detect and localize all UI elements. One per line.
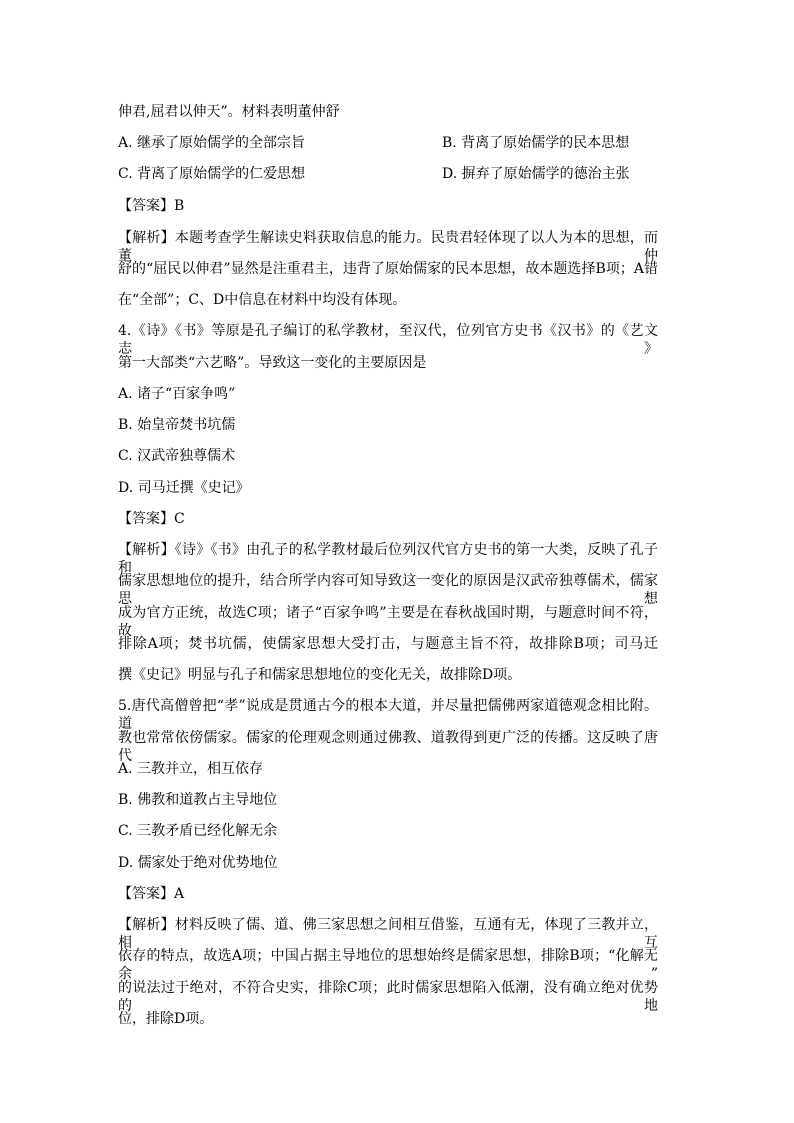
q3-analysis-line: 舒的“屈民以伸君”显然是注重君主，违背了原始儒家的民本思想，故本题选择B项；A错 — [118, 261, 658, 277]
q4-analysis-line: 成为官方正统，故选C项；诸子“百家争鸣”主要是在春秋战国时期，与题意时间不符，故 — [118, 605, 658, 639]
q4-stem-line: 4.《诗》《书》等原是孔子编订的私学教材，至汉代，位列官方史书《汉书》的《艺文志》 — [118, 323, 658, 357]
q5-stem-line: 5.唐代高僧曾把“孝”说成是贯通古今的根本大道，并尽量把儒佛两家道德观念相比附。道 — [118, 698, 658, 732]
q3-analysis-line: 【解析】本题考查学生解读史料获取信息的能力。民贵君轻体现了以人为本的思想，而董仲 — [118, 230, 658, 264]
q5-analysis-line: 【解析】材料反映了儒、道、佛三家思想之间相互借鉴，互通有无，体现了三教并立，相互 — [118, 917, 658, 951]
q5-option-b: B. 佛教和道教占主导地位 — [118, 792, 278, 808]
q5-answer: 【答案】A — [118, 886, 185, 902]
q3-option-b: B. 背离了原始儒学的民本思想 — [442, 135, 630, 151]
q3-option-a: A. 继承了原始儒学的全部宗旨 — [118, 135, 306, 151]
q4-analysis-line: 排除A项；焚书坑儒，使儒家思想大受打击，与题意主旨不符，故排除B项；司马迁 — [118, 636, 658, 652]
q4-option-b: B. 始皇帝焚书坑儒 — [118, 417, 236, 433]
q3-option-d: D. 摒弃了原始儒学的德治主张 — [442, 166, 630, 182]
q4-analysis-line: 儒家思想地位的提升，结合所学内容可知导致这一变化的原因是汉武帝独尊儒术，儒家思想 — [118, 573, 658, 607]
q4-option-d: D. 司马迁撰《史记》 — [118, 480, 250, 496]
q5-option-d: D. 儒家处于绝对优势地位 — [118, 855, 278, 871]
q4-option-c: C. 汉武帝独尊儒术 — [118, 448, 236, 464]
q3-analysis-line: 在“全部”；C、D中信息在材料中均没有体现。 — [118, 292, 407, 308]
q5-analysis-line: 的说法过于绝对，不符合史实，排除C项；此时儒家思想陷入低潮，没有确立绝对优势的地 — [118, 980, 658, 1014]
q5-analysis-line: 位，排除D项。 — [118, 1011, 214, 1027]
q4-analysis-line: 【解析】《诗》《书》由孔子的私学教材最后位列汉代官方史书的第一大类，反映了孔子和 — [118, 542, 658, 576]
q3-stem-continued: 伸君,屈君以伸天”。材料表明董仲舒 — [118, 104, 340, 120]
q4-option-a: A. 诸子“百家争鸣” — [118, 386, 236, 402]
q4-stem-line: 第一大部类“六艺略”。导致这一变化的主要原因是 — [118, 355, 427, 371]
q3-answer: 【答案】B — [118, 198, 185, 214]
q3-option-c: C. 背离了原始儒学的仁爱思想 — [118, 166, 306, 182]
q4-analysis-line: 撰《史记》明显与孔子和儒家思想地位的变化无关，故排除D项。 — [118, 667, 522, 683]
q4-answer: 【答案】C — [118, 511, 185, 527]
q5-option-a: A. 三教并立，相互依存 — [118, 761, 264, 777]
q5-stem-line: 教也常常依傍儒家。儒家的伦理观念则通过佛教、道教得到更广泛的传播。这反映了唐代 — [118, 730, 658, 764]
q5-option-c: C. 三教矛盾已经化解无余 — [118, 823, 278, 839]
q5-analysis-line: 依存的特点，故选A项；中国占据主导地位的思想始终是儒家思想，排除B项；“化解无余” — [118, 948, 658, 982]
